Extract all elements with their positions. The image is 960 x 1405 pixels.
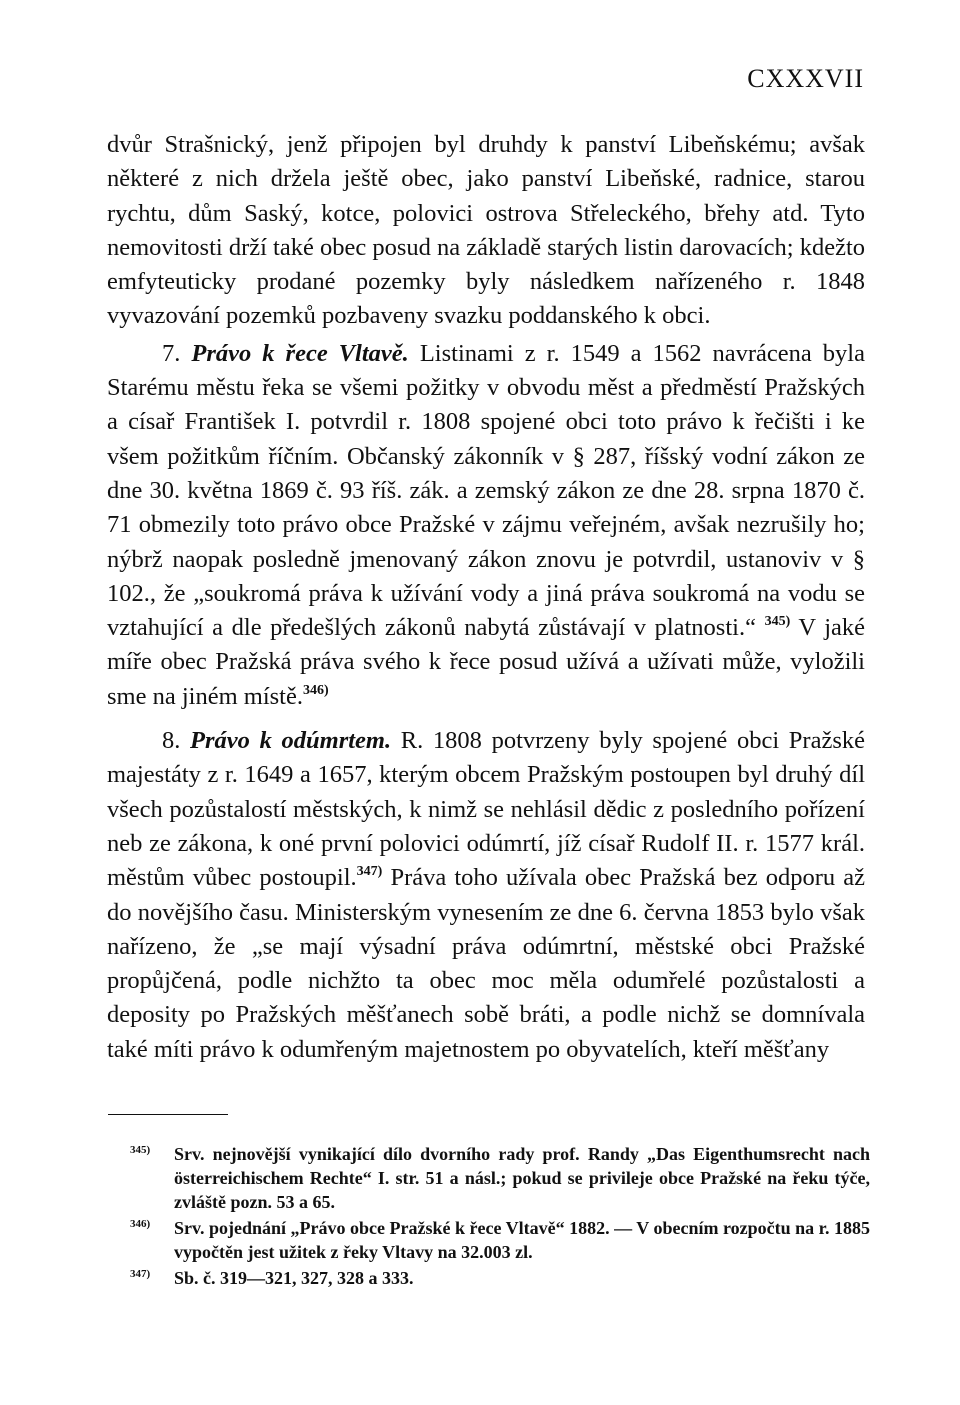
paragraph-text: R. 1808 potvrzeny byly spojené obci Pražské majestáty z r. 1649 a 1657, kterým obcem Pražským postoupen byl druhý díl všech pozůstalostí městských, k nimž se nehlásil dědic z posledního pořízení neb ze zákona, k oné první polovici odúmrtí, jíž císař Rudolf II. r. 1577 král. městům vůbec postoupil. [107, 727, 865, 892]
main-text [107, 128, 865, 1067]
paragraph-river-rights [107, 337, 865, 714]
footnote-345 [130, 1142, 870, 1214]
footnote-mark: 345) [130, 1144, 151, 1156]
paragraph-text-continued: V jaké míře obec Pražská práva svého k řece posud užívá a užívati může, vyložili sme na jiném místě. [107, 614, 866, 710]
section-number: 8. [162, 727, 181, 755]
footnote-mark: 346) [130, 1218, 151, 1230]
footnote-346 [130, 1216, 870, 1264]
page-number: CXXXVII [747, 64, 864, 93]
section-title: Právo k řece Vltavě. [191, 339, 409, 367]
footnote-mark: 347) [130, 1268, 151, 1280]
footnote-text: Srv. pojednání „Právo obce Pražské k řece Vltavě“ 1882. — V obecním rozpočtu na r. 1885 vypočtěn jest užitek z řeky Vltavy na 32.003 zl. [174, 1218, 870, 1262]
footnote-347 [130, 1266, 870, 1290]
footnote-separator [108, 1114, 228, 1115]
paragraph-escheat-rights [107, 724, 865, 1067]
paragraph-1: dvůr Strašnický, jenž připojen byl druhdy k panství Libeňskému; avšak některé z nich držela ještě obec, jako panství Libeňské, radnice, starou rychtu, dům Saský, kotce, polovici ostrova Střeleckého, břehy atd. Tyto nemovitosti drží také obec posud na základě starých listin darovacích; kdežto emfyteuticky prodané pozemky byly následkem nařízeného r. 1848 vyvazování pozemků pozbaveny svazku poddanského k obci. [107, 131, 865, 330]
footnotes [130, 1142, 870, 1292]
footnote-ref-347: 347) [356, 864, 383, 880]
section-number: 7. [162, 339, 181, 367]
footnote-ref-345: 345) [764, 614, 791, 630]
footnote-ref-346: 346) [302, 682, 329, 698]
footnote-text: Srv. nejnovější vynikající dílo dvorního rady prof. Randy „Das Eigenthumsrecht nach österreichischem Rechte“ I. str. 51 a násl.; pokud se privileje obce Pražské na řeku týče, zvláště pozn. 53 a 65. [174, 1144, 870, 1212]
footnote-text: Sb. č. 319—321, 327, 328 a 333. [174, 1268, 414, 1288]
paragraph-text: Listinami z r. 1549 a 1562 navrácena byla Starému městu řeka se všemi požitky v obvodu měst a předměstí Pražských a císař František I. potvrdil r. 1808 spojené obci toto právo k řečišti i ke všem požitkům říčním. Občanský zákonník v § 287, říšský vodní zákon ze dne 30. května 1869 č. 93 říš. zák. a zemský zákon ze dne 28. srpna 1870 č. 71 obmezily toto právo obce Pražské v zájmu veřejném, avšak nezrušily ho; nýbrž naopak posledně jmenovaný zákon znovu je potvrdil, ustanoviv v § 102., že „soukromá práva k užívání vody a jiná práva soukromá na vodu se vztahující a dle předešlých zákonů nabytá zůstávají v platnosti.“ [107, 339, 865, 642]
paragraph-text-continued: Práva toho užívala obec Pražská bez odporu až do novějšího času. Ministerským vynesením ze dne 6. června 1853 bylo však nařízeno, že „se mají výsadní práva odúmrtní, městské obci Pražské propůjčená, podle nichžto ta obec moc měla odumřelé pozůstalosti a deposity po Pražských měšťanech sobě bráti, a podle nichž se domnívala také míti právo k odumřeným majetnostem po obyvatelích, kteří měšťany [107, 864, 865, 1063]
section-title: Právo k odúmrtem. [190, 727, 392, 755]
